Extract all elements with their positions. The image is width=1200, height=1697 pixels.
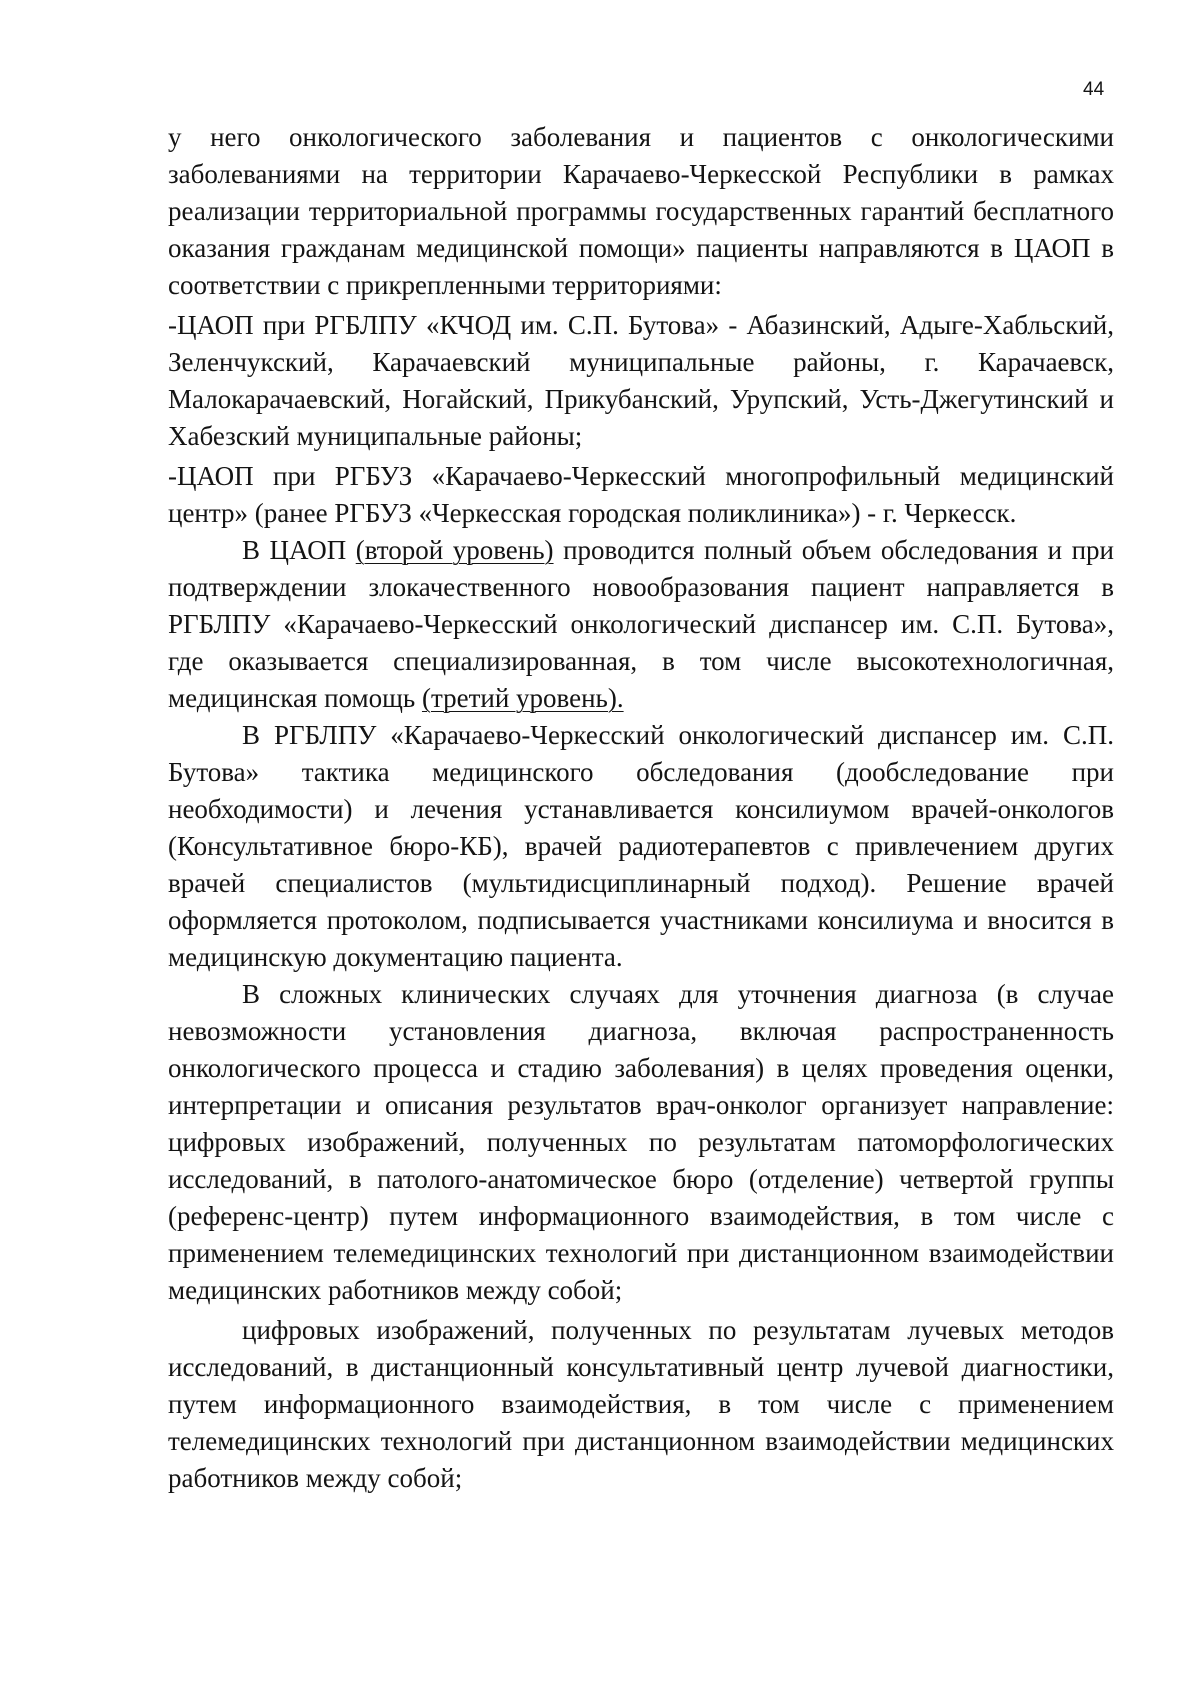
paragraph-radiology-images: цифровых изображений, полученных по результатам лучевых методов исследований, в дистанционный консультативный центр лучевой диагностики, путем информационного взаимодействия, в том числе с применением телемедицинских технологий при дистанционном взаимодействии медицинских работников между собой; bbox=[168, 1315, 1114, 1493]
paragraph-second-level bbox=[168, 532, 1114, 717]
paragraph-consilium: В РГБЛПУ «Карачаево-Черкесский онкологический диспансер им. С.П. Бутова» тактика медицинского обследования (дообследование при необходимости) и лечения устанавливается консилиумом врачей-онкологов (Консультативное бюро-КБ), врачей радиотерапевтов с привлечением других врачей специалистов (мультидисциплинарный подход). Решение врачей оформляется протоколом, подписывается участниками консилиума и вносится в медицинскую документацию пациента. bbox=[168, 720, 1114, 972]
text-run: В ЦАОП bbox=[242, 535, 356, 565]
text-run: проводится полный объем обследования и при подтверждении злокачественного новообразования пациент направляется в РГБЛПУ «Карачаево-Черкесский онкологический диспансер им. С.П. Бутова», где оказывается специализированная, в том числе высокотехнологичная, медицинская помощь bbox=[168, 535, 1114, 713]
underlined-third-level: (третий уровень). bbox=[421, 683, 624, 713]
paragraph-continuation: у него онкологического заболевания и пациентов с онкологическими заболеваниями на территории Карачаево-Черкесской Республики в рамках реализации территориальной программы государственных гарантий бесплатного оказания гражданам медицинской помощи» пациенты направляются в ЦАОП в соответствии с прикрепленными территориями: bbox=[168, 122, 1114, 300]
document-body bbox=[168, 119, 1114, 1497]
page-number: 44 bbox=[1083, 79, 1105, 100]
underlined-second-level: (второй уровень) bbox=[355, 535, 554, 565]
paragraph-caop-kchod: -ЦАОП при РГБЛПУ «КЧОД им. С.П. Бутова» - Абазинский, Адыге-Хабльский, Зеленчукский, Карачаевский муниципальные районы, г. Карачаевск, Малокарачаевский, Ногайский, Прикубанский, Урупский, Усть-Джегутинский и Хабезский муниципальные районы; bbox=[168, 310, 1114, 451]
paragraph-complex-cases: В сложных клинических случаях для уточнения диагноза (в случае невозможности установления диагноза, включая распространенность онкологического процесса и стадию заболевания) в целях проведения оценки, интерпретации и описания результатов врач-онколог организует направление: цифровых изображений, полученных по результатам патоморфологических исследований, в патолого-анатомическое бюро (отделение) четвертой группы (референс-центр) путем информационного взаимодействия, в том числе с применением телемедицинских технологий при дистанционном взаимодействии медицинских работников между собой; bbox=[168, 979, 1114, 1305]
paragraph-caop-rgbuz: -ЦАОП при РГБУЗ «Карачаево-Черкесский многопрофильный медицинский центр» (ранее РГБУЗ «Черкесская городская поликлиника») - г. Черкесск. bbox=[168, 461, 1114, 528]
